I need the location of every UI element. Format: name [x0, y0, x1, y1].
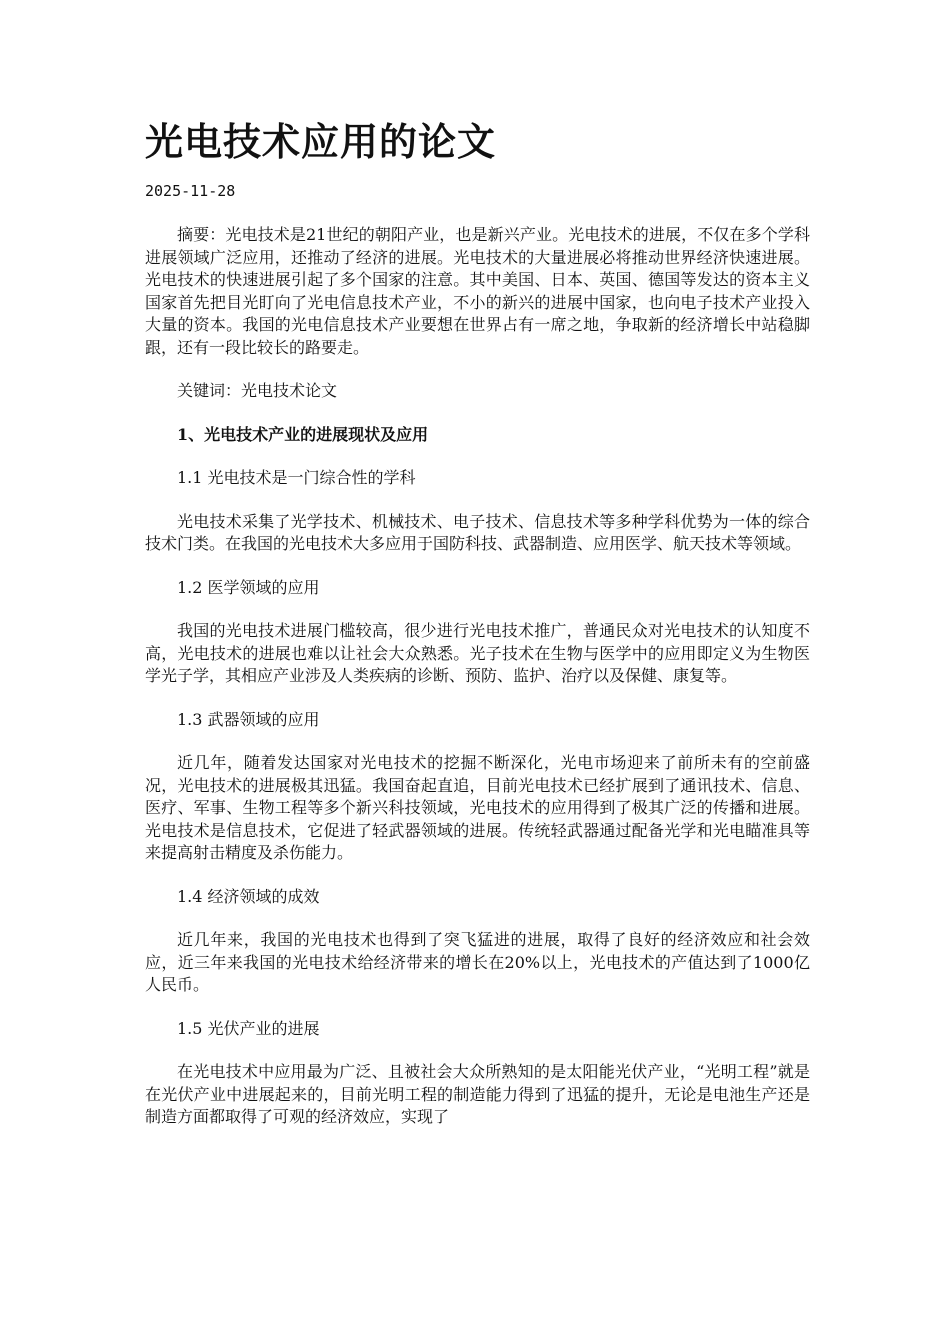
- keywords-line: 关键词：光电技术论文: [177, 381, 338, 400]
- document-page: [145, 118, 810, 1150]
- subsection-paragraph-1-3: 近几年，随着发达国家对光电技术的挖掘不断深化，光电市场迎来了前所未有的空前盛况，光电技术的进展极其迅猛。我国奋起直追，目前光电技术已经扩展到了通讯技术、信息、医疗、军事、生物工程等多个新兴科技领域，光电技术的应用得到了极其广泛的传播和进展。光电技术是信息技术，它促进了轻武器领域的进展。传统轻武器通过配备光学和光电瞄准具等来提高射击精度及杀伤能力。: [145, 753, 810, 862]
- subsection-paragraph-1-2: 我国的光电技术进展门槛较高，很少进行光电技术推广，普通民众对光电技术的认知度不高，光电技术的进展也难以让社会大众熟悉。光子技术在生物与医学中的应用即定义为生物医学光子学，其相应产业涉及人类疾病的诊断、预防、监护、治疗以及保健、康复等。: [145, 621, 810, 685]
- subsection-paragraph-1-1: 光电技术采集了光学技术、机械技术、电子技术、信息技术等多种学科优势为一体的综合技术门类。在我国的光电技术大多应用于国防科技、武器制造、应用医学、航天技术等领域。: [145, 511, 810, 553]
- section-heading-1: 1、光电技术产业的进展现状及应用: [177, 424, 429, 444]
- subsection-heading-1-2: 1.2 医学领域的应用: [177, 577, 320, 597]
- subsection-heading-1-3: 1.3 武器领域的应用: [177, 709, 320, 729]
- subsection-paragraph-1-4: 近几年来，我国的光电技术也得到了突飞猛进的进展，取得了良好的经济效应和社会效应，近三年来我国的光电技术给经济带来的增长在20%以上，光电技术的产值达到了1000亿人民币。: [145, 930, 810, 994]
- subsection-paragraph-1-5: 在光电技术中应用最为广泛、且被社会大众所熟知的是太阳能光伏产业，“光明工程”就是在光伏产业中进展起来的，目前光明工程的制造能力得到了迅猛的提升，无论是电池生产还是制造方面都取得了可观的经济效应，实现了: [145, 1062, 810, 1126]
- page-title: 光电技术应用的论文: [145, 119, 497, 164]
- publish-date: 2025-11-28: [145, 182, 236, 200]
- subsection-heading-1-5: 1.5 光伏产业的进展: [177, 1018, 320, 1038]
- subsection-heading-1-4: 1.4 经济领域的成效: [177, 886, 320, 906]
- abstract-paragraph: 摘要：光电技术是21世纪的朝阳产业，也是新兴产业。光电技术的进展，不仅在多个学科进展领域广泛应用，还推动了经济的进展。光电技术的大量进展必将推动世界经济快速进展。光电技术的快速进展引起了多个国家的注意。其中美国、日本、英国、德国等发达的资本主义国家首先把目光盯向了光电信息技术产业，不小的新兴的进展中国家，也向电子技术产业投入大量的资本。我国的光电信息技术产业要想在世界占有一席之地，争取新的经济增长中站稳脚跟，还有一段比较长的路要走。: [145, 225, 810, 357]
- subsection-heading-1-1: 1.1 光电技术是一门综合性的学科: [177, 468, 416, 487]
